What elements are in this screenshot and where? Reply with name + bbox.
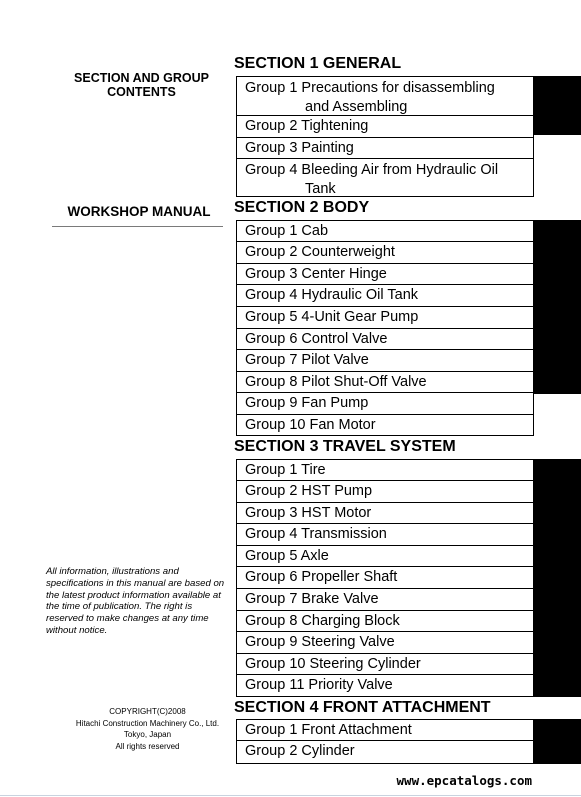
group-label: Group 6 Propeller Shaft: [245, 569, 398, 585]
section-3-group-5[interactable]: [236, 546, 534, 567]
section-2-group-4[interactable]: [236, 285, 534, 307]
section-2-group-2[interactable]: [236, 242, 534, 264]
group-label: Group 11 Priority Valve: [245, 677, 393, 693]
section-3-group-3[interactable]: [236, 503, 534, 524]
group-label: Group 3 Painting: [245, 140, 354, 156]
section-1-title: SECTION 1 GENERAL: [234, 55, 402, 72]
section-3-group-11[interactable]: [236, 675, 534, 697]
group-label-line2: Tank: [305, 180, 336, 197]
section-3-group-6[interactable]: [236, 567, 534, 589]
section-1-group-1[interactable]: [236, 76, 534, 116]
disclaimer-text: All information, illustrations and specifications in this manual are based on the latest product information available at the time of publication. The right is reserved to make changes at any time without notice.: [46, 566, 225, 636]
section-2-group-9[interactable]: [236, 393, 534, 415]
section-3-group-7[interactable]: [236, 589, 534, 611]
copyright-line1: COPYRIGHT(C)2008: [109, 707, 186, 716]
group-label: Group 9 Fan Pump: [245, 395, 369, 411]
section-3-title: SECTION 3 TRAVEL SYSTEM: [234, 438, 456, 455]
section-2-group-1[interactable]: [236, 220, 534, 242]
contents-heading: [40, 71, 243, 99]
section-4-title: SECTION 4 FRONT ATTACHMENT: [234, 699, 491, 716]
copyright-line3: Tokyo, Japan: [123, 730, 172, 740]
copyright-line2: Hitachi Construction Machinery Co., Ltd.: [75, 718, 220, 728]
group-label: Group 8 Pilot Shut-Off Valve: [245, 374, 427, 390]
group-label-line2: and Assembling: [305, 98, 408, 115]
group-label: Group 10 Steering Cylinder: [245, 656, 421, 672]
section-2-group-8[interactable]: [236, 372, 534, 393]
group-label: Group 4 Hydraulic Oil Tank: [245, 287, 419, 303]
section-2-group-5[interactable]: [236, 307, 534, 329]
section-3-group-4[interactable]: [236, 524, 534, 546]
group-label: Group 1 Cab: [245, 223, 329, 239]
section-1-group-3[interactable]: [236, 138, 534, 159]
section-2-group-6[interactable]: [236, 329, 534, 350]
section-3-group-8[interactable]: [236, 611, 534, 632]
contents-heading-line2: CONTENTS: [107, 85, 176, 99]
section-3-group-9[interactable]: [236, 632, 534, 654]
group-label-line1: Group 1 Precautions for disassembling: [245, 80, 495, 96]
group-label: Group 3 HST Motor: [245, 505, 372, 521]
section-1-tab[interactable]: [534, 76, 581, 135]
watermark-url: www.epcatalogs.com: [396, 773, 532, 788]
group-label: Group 2 Cylinder: [245, 743, 355, 759]
section-1-group-4[interactable]: [236, 159, 534, 197]
group-label: Group 5 4-Unit Gear Pump: [245, 309, 419, 325]
group-label: Group 6 Control Valve: [245, 331, 388, 347]
group-label: Group 1 Tire: [245, 462, 326, 478]
group-label: Group 9 Steering Valve: [245, 634, 395, 650]
group-label: Group 1 Front Attachment: [245, 722, 412, 738]
section-2-title: SECTION 2 BODY: [234, 199, 370, 216]
section-1-group-2[interactable]: [236, 116, 534, 138]
section-3-group-10[interactable]: [236, 654, 534, 675]
group-label: Group 3 Center Hinge: [245, 266, 387, 282]
copyright-line4: All rights reserved: [115, 742, 180, 752]
group-label: Group 4 Transmission: [245, 526, 387, 542]
group-label: Group 8 Charging Block: [245, 613, 400, 629]
section-2-tab[interactable]: [534, 220, 581, 394]
group-label: Group 10 Fan Motor: [245, 417, 376, 433]
section-4-group-1[interactable]: [236, 719, 534, 741]
group-label: Group 2 HST Pump: [245, 483, 373, 499]
section-2-group-10[interactable]: [236, 415, 534, 436]
copyright-block: [60, 706, 235, 753]
section-3-group-2[interactable]: [236, 481, 534, 503]
contents-heading-line1: SECTION AND GROUP: [74, 71, 209, 85]
group-label: Group 7 Pilot Valve: [245, 352, 369, 368]
group-label: Group 5 Axle: [245, 548, 329, 564]
section-3-group-1[interactable]: [236, 459, 534, 481]
section-2-group-7[interactable]: [236, 350, 534, 372]
section-4-group-2[interactable]: [236, 741, 534, 764]
section-4-tab[interactable]: [534, 719, 581, 764]
group-label: Group 2 Counterweight: [245, 244, 395, 260]
manual-title: WORKSHOP MANUAL: [67, 204, 211, 219]
section-2-group-3[interactable]: [236, 264, 534, 285]
manual-title-rule: [52, 226, 223, 227]
group-label: Group 2 Tightening: [245, 118, 369, 134]
section-3-tab[interactable]: [534, 459, 581, 697]
bottom-divider: [0, 795, 581, 796]
group-label: Group 7 Brake Valve: [245, 591, 379, 607]
group-label-line1: Group 4 Bleeding Air from Hydraulic Oil: [245, 162, 499, 178]
